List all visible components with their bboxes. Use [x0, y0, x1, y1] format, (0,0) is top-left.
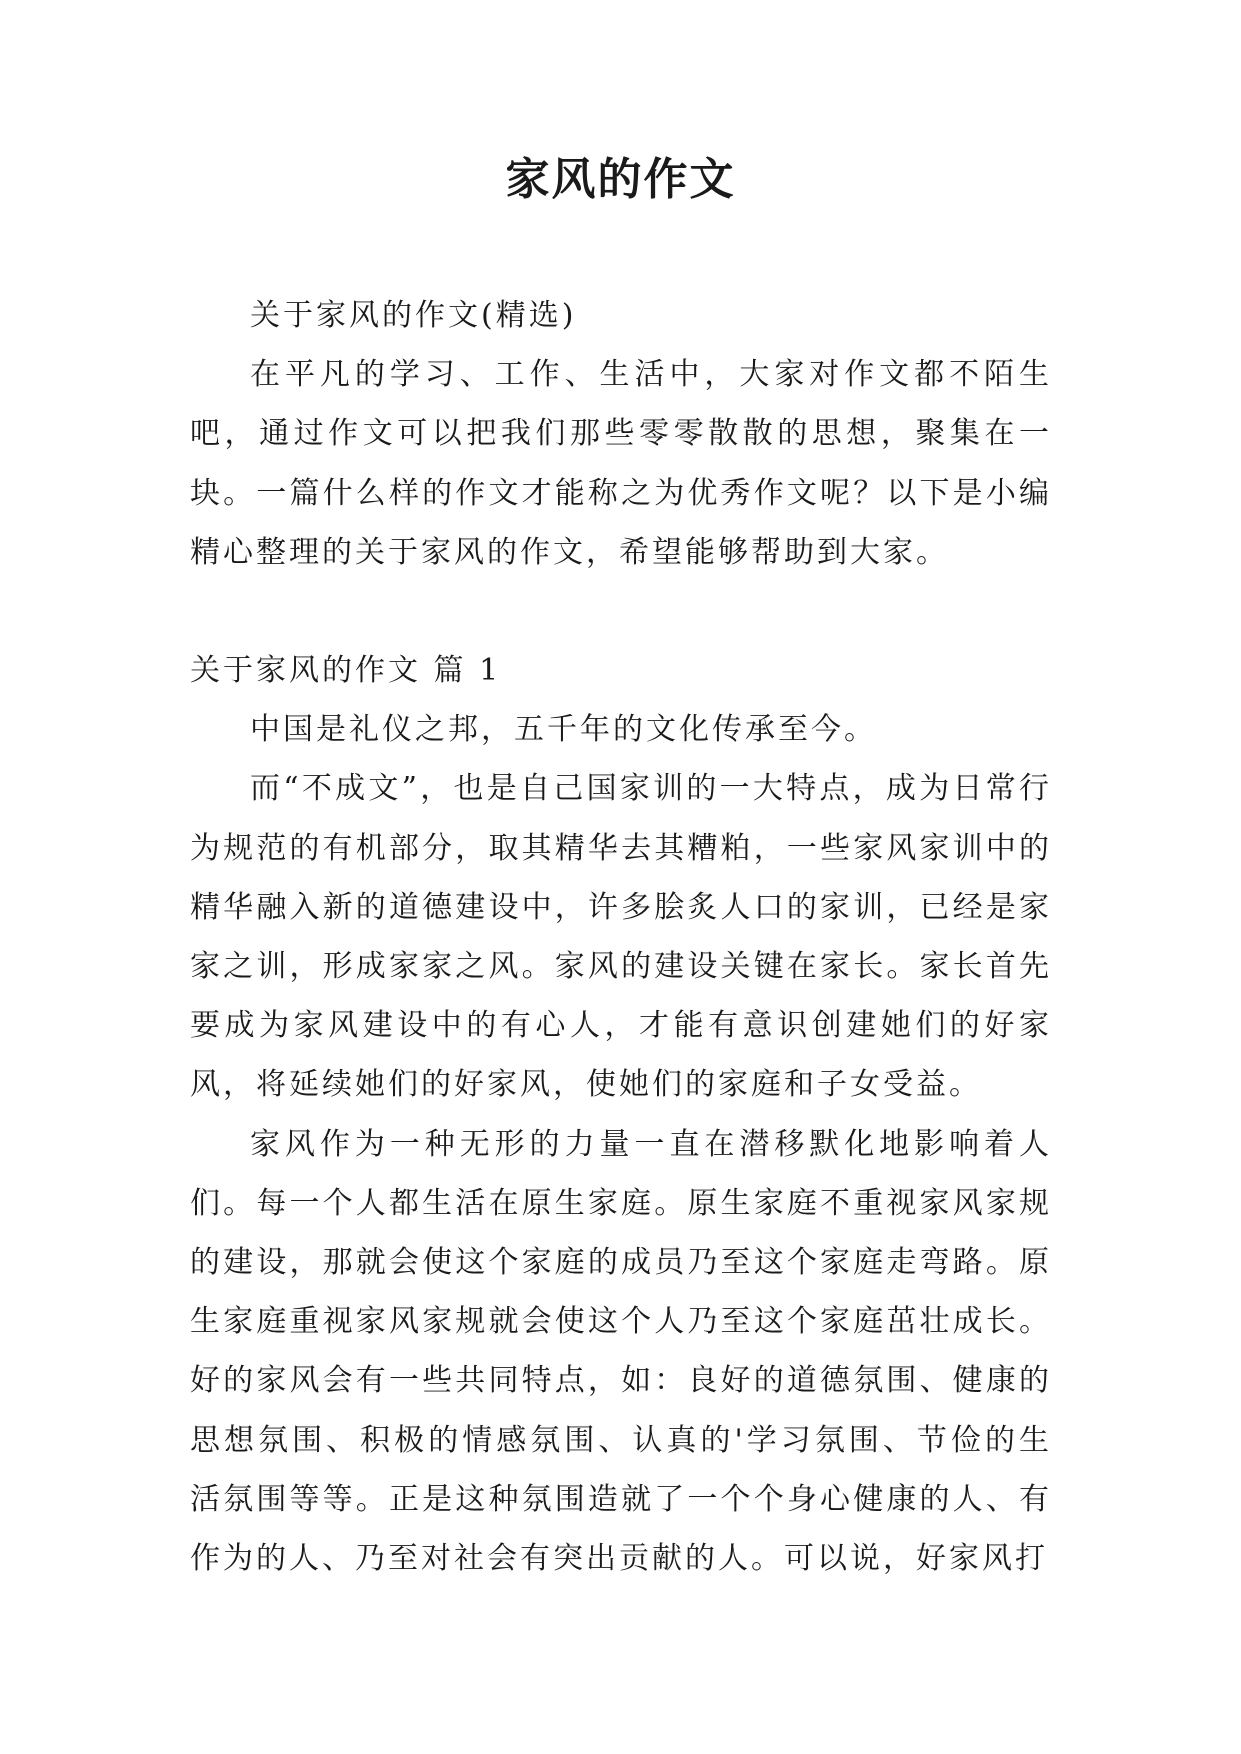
body-paragraph: 中国是礼仪之邦，五千年的文化传承至今。 [250, 712, 877, 748]
document-subtitle: 关于家风的作文(精选) [250, 298, 577, 333]
document-title: 家风的作文 [505, 154, 736, 205]
section-heading: 关于家风的作文 篇 1 [190, 653, 502, 689]
document-body [190, 286, 1052, 1588]
intro-paragraph: 在平凡的学习、工作、生活中，大家对作文都不陌生吧，通过作文可以把我们那些零零散散的思想，聚集在一块。一篇什么样的作文才能称之为优秀作文呢？以下是小编精心整理的关于家风的作文，希望能够帮助到大家。 [190, 357, 1052, 570]
body-paragraph: 而“不成文”，也是自己国家训的一大特点，成为日常行为规范的有机部分，取其精华去其糟粕，一些家风家训中的精华融入新的道德建设中，许多脍炙人口的家训，已经是家家之训，形成家家之风。家风的建设关键在家长。家长首先要成为家风建设中的有心人，才能有意识创建她们的好家风，将延续她们的好家风，使她们的家庭和子女受益。 [190, 771, 1052, 1103]
body-paragraph: 家风作为一种无形的力量一直在潜移默化地影响着人们。每一个人都生活在原生家庭。原生家庭不重视家风家规的建设，那就会使这个家庭的成员乃至这个家庭走弯路。原生家庭重视家风家规就会使这个人乃至这个家庭茁壮成长。好的家风会有一些共同特点，如：良好的道德氛围、健康的思想氛围、积极的情感氛围、认真的'学习氛围、节俭的生活氛围等等。正是这种氛围造就了一个个身心健康的人、有作为的人、乃至对社会有突出贡献的人。可以说，好家风打 [190, 1126, 1052, 1577]
